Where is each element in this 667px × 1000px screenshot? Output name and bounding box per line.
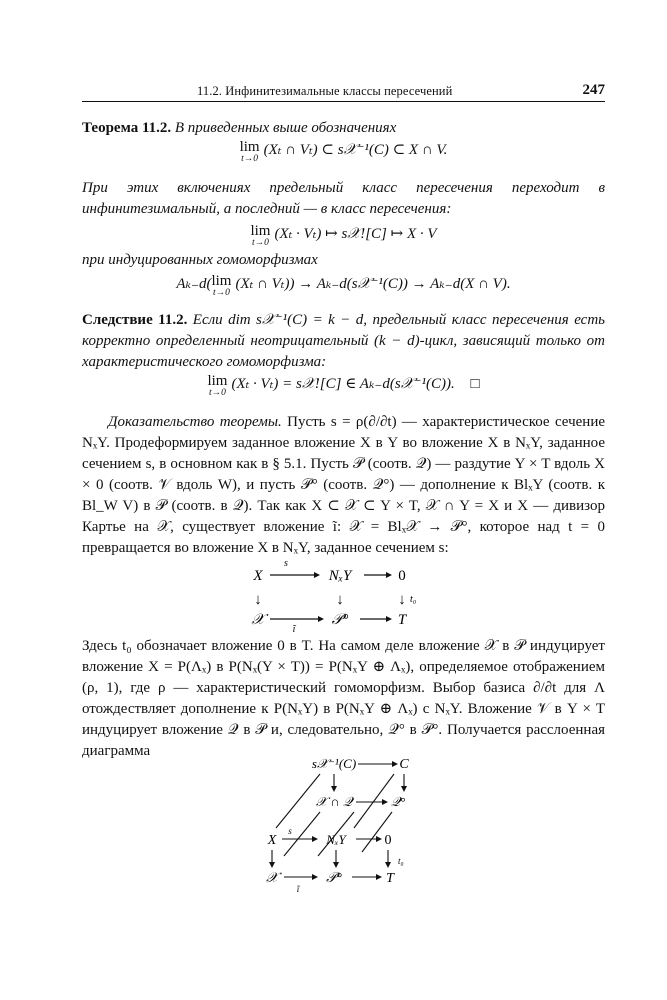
corollary-statement: [82, 310, 605, 373]
d2-NxY: NₓY: [326, 832, 346, 847]
d2-calX: 𝒳: [265, 871, 279, 886]
corollary-text: Если dim s𝒳⁻¹(C) = k − d, предельный класс пересечения есть корректно определенный неотрицательный (k − d)-цикл, зависящий только от характеристического гомоморфизма:: [82, 312, 605, 370]
d1-top-zero: 0: [398, 568, 406, 584]
d2-sinv: s𝒳⁻¹(C): [311, 756, 357, 771]
d2-P0: 𝒫°: [326, 871, 342, 886]
qed-mark: □: [470, 376, 480, 392]
d1-arrowhead-top-2: [386, 572, 392, 578]
diagram-2: [258, 752, 428, 894]
formula-1-expr: (Xₜ ∩ Vₜ) ⊂ s𝒳⁻¹(C) ⊂ X ∩ V.: [263, 142, 448, 158]
d1-down-arrow-2: ↓: [336, 592, 344, 608]
proof-paragraph: [82, 412, 605, 559]
d2-t0: t₀: [398, 856, 404, 866]
formula-4-limit: lim t→0: [207, 373, 228, 398]
d1-top-NxY: NₓY: [328, 568, 352, 584]
d2-X: X: [267, 833, 277, 848]
theorem-label: Теорема 11.2.: [82, 120, 172, 136]
formula-2: [82, 224, 605, 248]
d2-zero: 0: [384, 833, 392, 848]
theorem-text: В приведенных выше обозначениях: [174, 120, 397, 136]
d1-bottom-calX: 𝒳: [251, 612, 265, 628]
d1-arrowhead-bottom-1: [318, 616, 324, 622]
d2-i: ĩ: [296, 884, 300, 894]
d1-bottom-T: T: [397, 612, 407, 628]
formula-2-expr: (Xₜ · Vₜ) ↦ s𝒳![C] ↦ X · V: [274, 226, 437, 242]
formula-4-expr: (Xₜ · Vₜ) = s𝒳![C] ∈ Aₖ₋d(s𝒳⁻¹(C)).: [231, 376, 455, 392]
d1-arrow-label-t0: t₀: [410, 594, 417, 605]
paragraph-1: При этих включениях предельный класс пересечения переходит в инфинитезимальный, а последний — в класс пересечения:: [82, 180, 605, 217]
proof-label: Доказательство теоремы.: [108, 414, 282, 430]
d1-arrow-label-i: ĩ: [292, 624, 296, 632]
formula-1-limit: lim t→0: [239, 139, 260, 164]
d2-T: T: [386, 871, 394, 886]
formula-2-limit: lim t→0: [250, 223, 271, 248]
d2-XQ: 𝒳 ∩ 𝒬: [315, 794, 353, 809]
d2-C: C: [399, 757, 409, 772]
paragraph-2: при индуцированных гомоморфизмах: [82, 252, 318, 268]
paragraph-3: Здесь t₀ обозначает вложение 0 в T. На самом деле вложение 𝒳 в 𝒫 индуцирует вложение X = P(Λₓ) в P(Nₓ(Y × T)) = P(NₓY ⊕ Λₓ), определяемое отображением (ρ, 1), где ρ — характеристический гомоморфизм. Выбор базиса ∂/∂t для Λ отождествляет дополнение к P(NₓY) в P(NₓY ⊕ Λₓ) с NₓY. Вложение 𝒱 в Y × T индуцирует вложение 𝒬 в 𝒫 и, следовательно, 𝒬° в 𝒫°. Получается расслоенная диаграмма: [82, 638, 605, 759]
page-number: 247: [582, 82, 605, 98]
diagram-1: [240, 554, 430, 632]
theorem-statement: [82, 118, 605, 139]
d1-top-X: X: [253, 568, 263, 584]
formula-3-expr: (Xₜ ∩ Vₜ)) → Aₖ₋d(s𝒳⁻¹(C)) → Aₖ₋d(X ∩ V).: [235, 276, 511, 292]
d1-down-arrow-1: ↓: [254, 592, 262, 608]
running-title: 11.2. Инфинитезимальные классы пересечений: [197, 84, 453, 98]
running-head: [82, 82, 605, 102]
d1-arrowhead-top-1: [314, 572, 320, 578]
corollary-label: Следствие 11.2.: [82, 312, 188, 328]
formula-3-limit: lim t→0: [211, 273, 232, 298]
d1-bottom-P0: 𝒫°: [331, 612, 349, 628]
proof-text: Пусть s = ρ(∂/∂t) — характеристическое сечение NₓY. Продеформируем заданное вложение X в Y во вложение X в NₓY, заданное сечением s, в основном как в § 5.1. Пусть 𝒫 (соотв. 𝒬) — раздутие Y × T вдоль X × 0 (соотв. 𝒱 вдоль W), и пусть 𝒫° (соотв. 𝒬°) — дополнение к BlₓY (соотв. к Bl_W V) в 𝒫 (соотв. в 𝒬). Так как X ⊂ 𝒳 ⊂ Y × T, 𝒳 ∩ Y = X и X — дивизор Картье на 𝒳, существует вложение ĩ: 𝒳 = Blₓ𝒳 → 𝒫°, которое над t = 0 превращается во вложение X в NₓY, заданное сечением s:: [82, 414, 605, 556]
d2-Q0: 𝒬°: [390, 794, 406, 809]
header-rule: [82, 101, 605, 102]
d2-s: s: [288, 826, 292, 836]
formula-3: [82, 274, 605, 298]
d1-arrow-label-s: s: [284, 558, 288, 569]
formula-1: [82, 140, 605, 164]
d1-arrowhead-bottom-2: [386, 616, 392, 622]
formula-4: [82, 374, 605, 398]
formula-3-prefix: Aₖ₋d(: [176, 276, 212, 292]
d1-down-arrow-3: ↓: [398, 592, 406, 608]
